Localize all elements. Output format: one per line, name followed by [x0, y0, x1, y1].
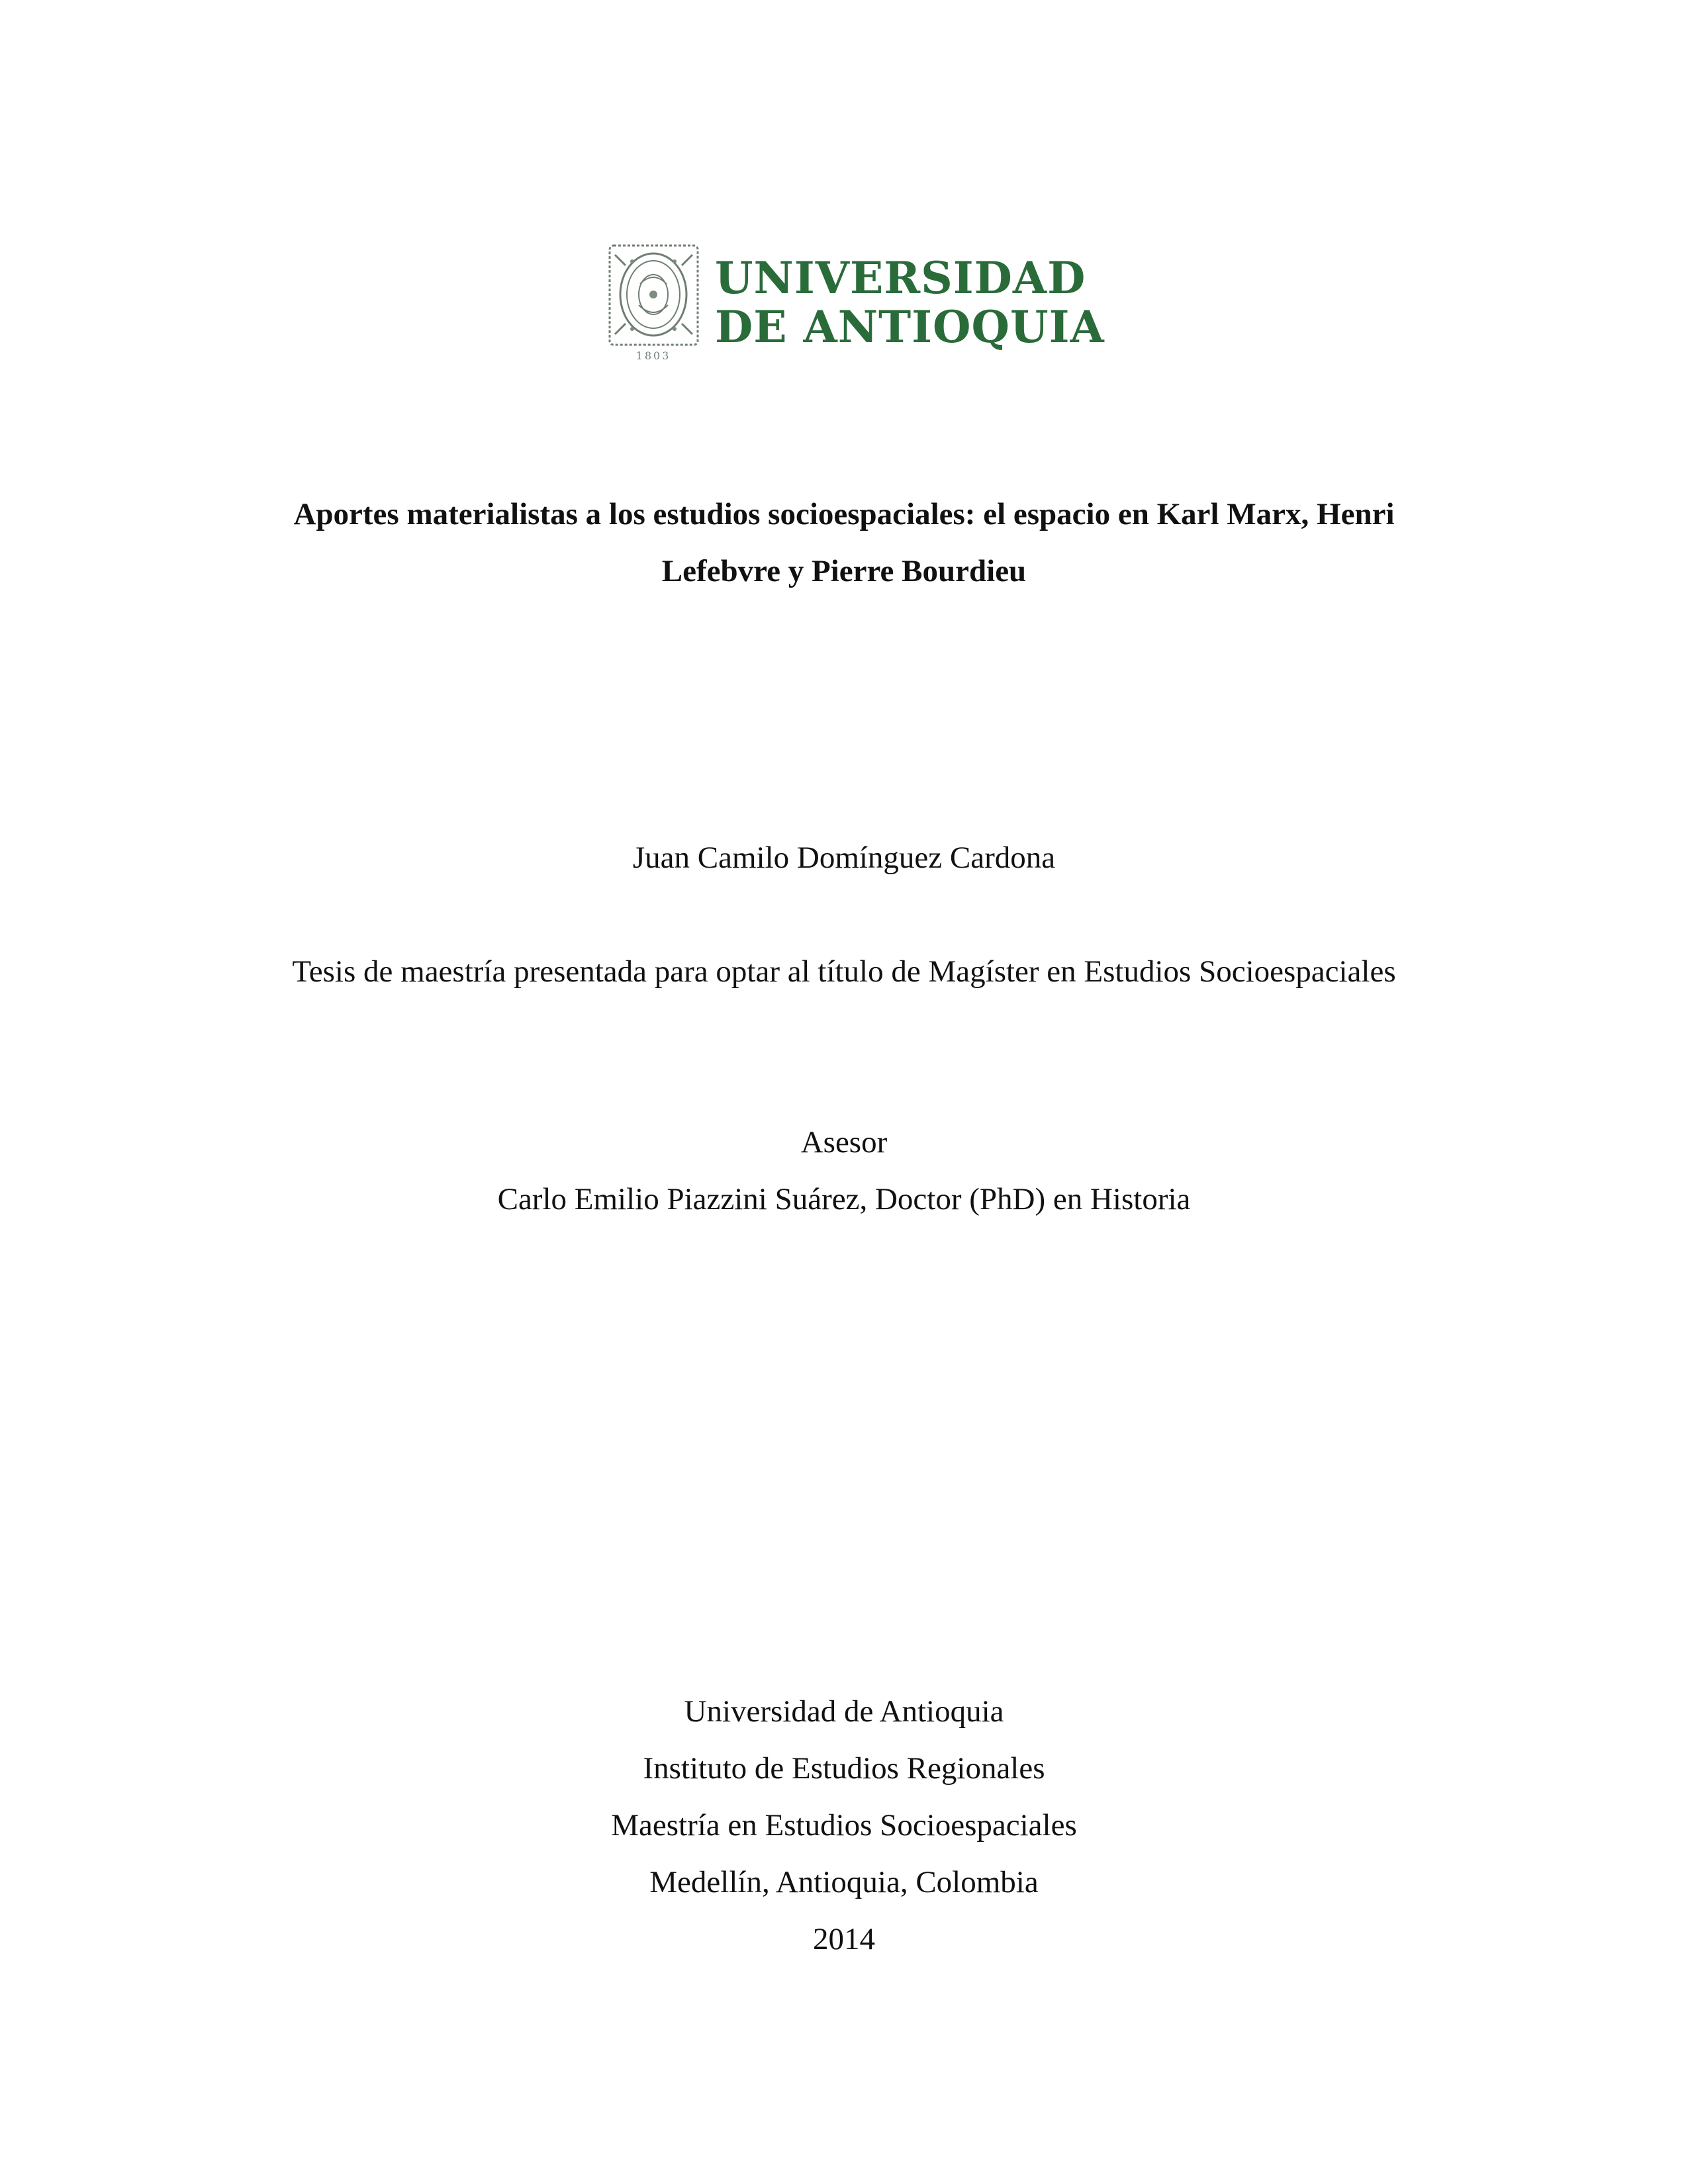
program-name: Maestría en Estudios Socioespaciales: [611, 1808, 1077, 1843]
university-seal-icon: [606, 242, 702, 364]
degree-statement: Tesis de maestría presentada para optar al título de Magíster en Estudios Socioespaciales: [292, 954, 1396, 989]
seal-year: 1803: [635, 349, 671, 362]
publication-year: 2014: [813, 1922, 875, 1956]
logo-wordmark: [715, 252, 1105, 353]
thesis-title-line-2: Lefebvre y Pierre Bourdieu: [661, 554, 1027, 588]
institute-name: Instituto de Estudios Regionales: [643, 1751, 1045, 1786]
author-name: Juan Camilo Domínguez Cardona: [632, 841, 1056, 875]
advisor-label: Asesor: [800, 1125, 888, 1160]
logo-line-1: UNIVERSIDAD: [715, 252, 1086, 304]
city-location: Medellín, Antioquia, Colombia: [649, 1865, 1039, 1899]
thesis-title-line-1: Aportes materialistas a los estudios socioespaciales: el espacio en Karl Marx, Henri: [293, 497, 1395, 531]
advisor-name: Carlo Emilio Piazzini Suárez, Doctor (PhD) en Historia: [497, 1182, 1191, 1216]
university-logo: [606, 242, 1105, 364]
university-name: Universidad de Antioquia: [684, 1694, 1004, 1729]
logo-line-2: DE ANTIOQUIA: [715, 301, 1105, 353]
